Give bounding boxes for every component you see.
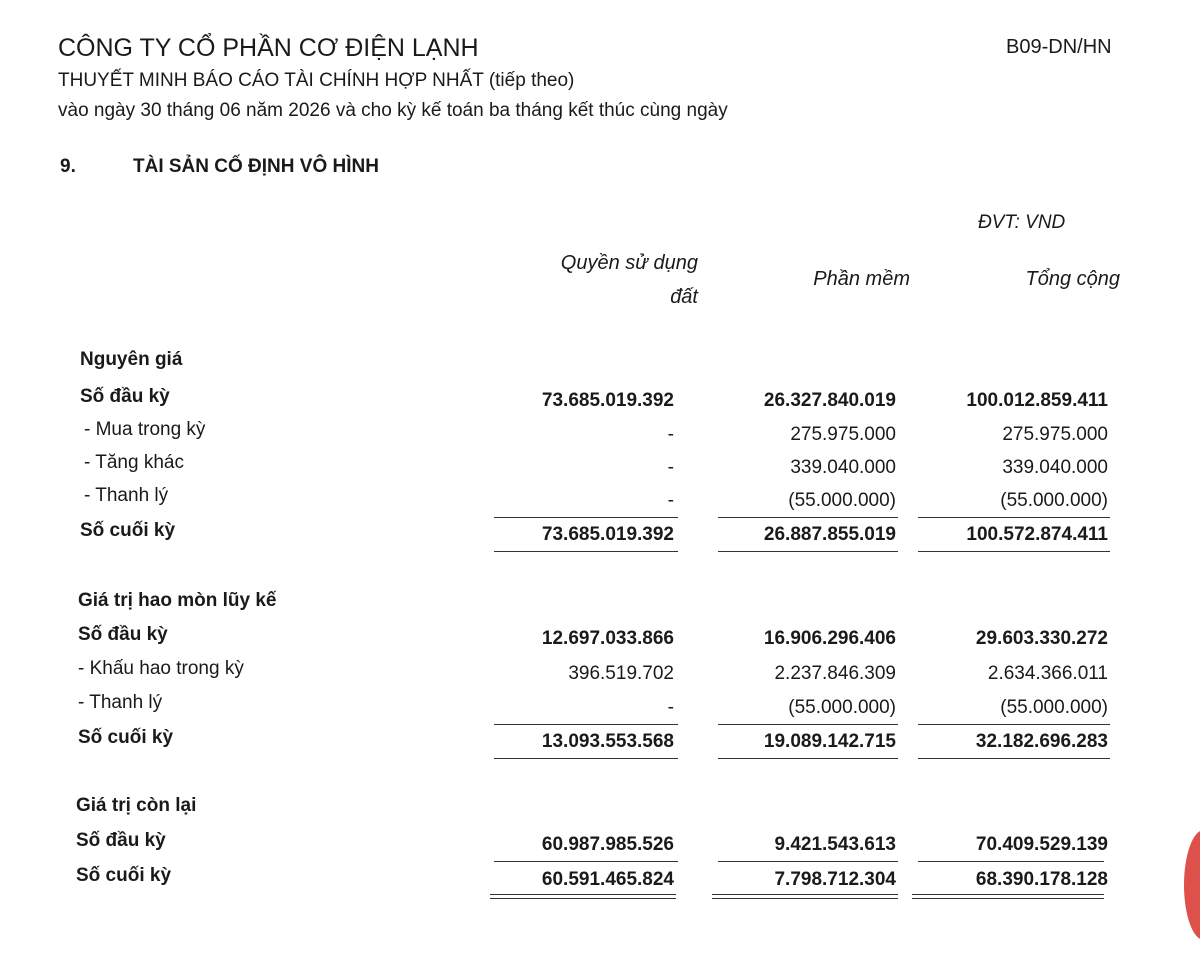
- row-label: - Thanh lý: [78, 692, 163, 713]
- row-label: - Khấu hao trong kỳ: [78, 658, 244, 679]
- row-label: Số cuối kỳ: [80, 520, 176, 541]
- table-cell: 396.519.702: [568, 663, 674, 684]
- section-number: 9.: [60, 156, 76, 177]
- row-label: - Tăng khác: [84, 452, 184, 473]
- form-code: B09-DN/HN: [1006, 36, 1112, 58]
- table-cell: -: [667, 457, 674, 478]
- table-cell: -: [667, 424, 674, 445]
- table-cell: -: [667, 697, 674, 718]
- double-total-rule: [490, 894, 676, 899]
- company-name: CÔNG TY CỔ PHẦN CƠ ĐIỆN LẠNH: [58, 34, 479, 62]
- table-cell: 73.685.019.392: [541, 390, 674, 411]
- table-cell: 275.975.000: [790, 424, 896, 445]
- table-cell: 29.603.330.272: [975, 628, 1108, 649]
- double-total-rule: [712, 894, 898, 899]
- cost-section-title: Nguyên giá: [80, 349, 183, 370]
- currency-unit: ĐVT: VND: [978, 212, 1066, 233]
- row-label: - Thanh lý: [84, 485, 169, 506]
- subtotal-rule: [718, 861, 898, 862]
- table-cell: 2.237.846.309: [774, 663, 896, 684]
- row-label: Số đầu kỳ: [80, 386, 170, 407]
- table-cell: 19.089.142.715: [763, 731, 896, 752]
- subtotal-rule: [718, 517, 898, 518]
- total-rule: [718, 758, 898, 759]
- table-cell: -: [667, 490, 674, 511]
- table-cell: 60.591.465.824: [541, 869, 674, 890]
- row-label: - Mua trong kỳ: [84, 419, 206, 440]
- row-label: Số cuối kỳ: [76, 865, 172, 886]
- table-cell: 13.093.553.568: [541, 731, 674, 752]
- subtotal-rule: [918, 861, 1104, 862]
- table-cell: 70.409.529.139: [975, 834, 1108, 855]
- subtotal-rule: [718, 724, 898, 725]
- subtotal-rule: [918, 517, 1110, 518]
- table-cell: (55.000.000): [788, 697, 896, 718]
- table-cell: 26.887.855.019: [763, 524, 896, 545]
- table-cell: 275.975.000: [1002, 424, 1108, 445]
- table-cell: 7.798.712.304: [774, 869, 896, 890]
- table-cell: 16.906.296.406: [763, 628, 896, 649]
- total-rule: [494, 551, 678, 552]
- net-section-title: Giá trị còn lại: [76, 795, 197, 816]
- table-cell: 100.012.859.411: [966, 390, 1108, 411]
- total-rule: [718, 551, 898, 552]
- total-rule: [494, 758, 678, 759]
- row-label: Số cuối kỳ: [78, 727, 174, 748]
- subtotal-rule: [494, 517, 678, 518]
- table-cell: 68.390.178.128: [975, 869, 1108, 890]
- table-cell: 73.685.019.392: [541, 524, 674, 545]
- table-cell: 2.634.366.011: [987, 663, 1108, 684]
- subtotal-rule: [494, 861, 678, 862]
- amortization-section-title: Giá trị hao mòn lũy kế: [78, 590, 277, 611]
- subtotal-rule: [918, 724, 1110, 725]
- table-cell: 339.040.000: [790, 457, 896, 478]
- table-cell: (55.000.000): [788, 490, 896, 511]
- table-cell: 339.040.000: [1002, 457, 1108, 478]
- column-header-total: Tổng cộng: [1025, 268, 1120, 290]
- report-period: vào ngày 30 tháng 06 năm 2026 và cho kỳ kế toán ba tháng kết thúc cùng ngày: [58, 100, 728, 121]
- total-rule: [918, 758, 1110, 759]
- column-header-software: Phần mềm: [813, 268, 910, 290]
- row-label: Số đầu kỳ: [78, 624, 168, 645]
- table-cell: 32.182.696.283: [975, 731, 1108, 752]
- table-cell: 100.572.874.411: [966, 524, 1108, 545]
- red-stamp-edge: [1184, 830, 1200, 940]
- row-label: Số đầu kỳ: [76, 830, 166, 851]
- table-cell: (55.000.000): [1000, 490, 1108, 511]
- report-subtitle: THUYẾT MINH BÁO CÁO TÀI CHÍNH HỢP NHẤT (tiếp theo): [58, 70, 575, 91]
- table-cell: 12.697.033.866: [541, 628, 674, 649]
- table-cell: 26.327.840.019: [763, 390, 896, 411]
- table-cell: (55.000.000): [1000, 697, 1108, 718]
- table-cell: 9.421.543.613: [774, 834, 896, 855]
- total-rule: [918, 551, 1110, 552]
- section-title: TÀI SẢN CỐ ĐỊNH VÔ HÌNH: [133, 156, 379, 177]
- subtotal-rule: [494, 724, 678, 725]
- column-header-land-use-rights: Quyền sử dụng đất: [560, 252, 698, 308]
- double-total-rule: [912, 894, 1104, 899]
- table-cell: 60.987.985.526: [541, 834, 674, 855]
